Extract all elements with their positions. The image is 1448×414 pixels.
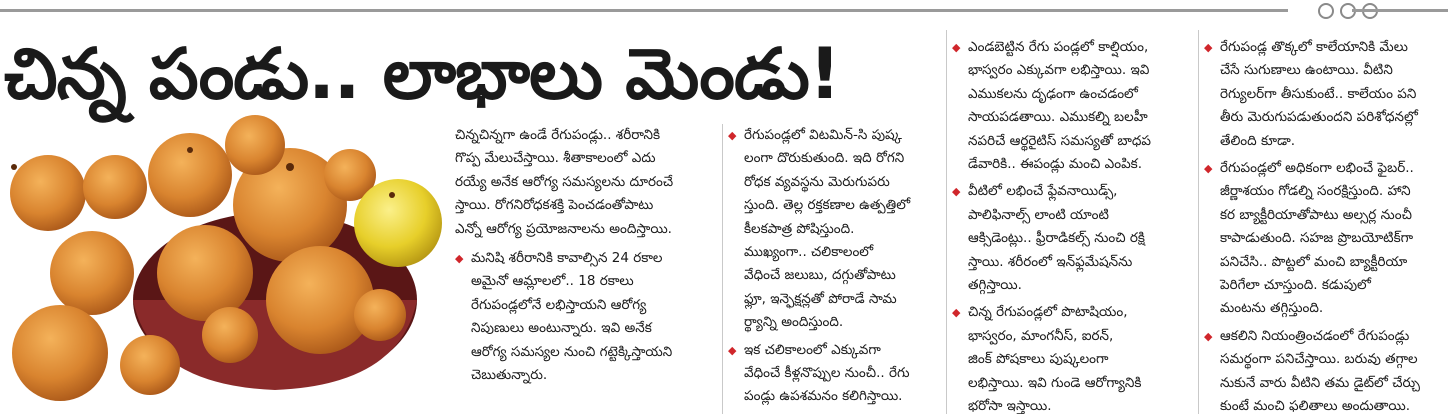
- top-rule-tail: [1352, 9, 1448, 12]
- diamond-bullet-icon: ◆: [952, 41, 961, 54]
- column-divider: [946, 30, 947, 414]
- fruit-bowl-photo: [0, 115, 450, 414]
- intro-paragraph: చిన్నచిన్నగా ఉండే రేగుపండ్లు.. శరీరానికి గొప్ప మేలుచేస్తాయి. శీతాకాలంలో ఎదు రయ్యే అనేక ఆరోగ్య సమస్యలను దూరంచే స్తాయి. రోగనిరోధకశక్తి పెంచడంతోపాటు ఎన్నో ఆరోగ్య ప్రయోజనాలను అందిస్తాయి.: [455, 127, 674, 237]
- diamond-bullet-icon: ◆: [952, 306, 961, 320]
- top-rule: [0, 9, 1288, 12]
- headline: చిన్న పండు.. లాభాలు మెండు!: [4, 33, 840, 115]
- column-divider: [722, 124, 723, 414]
- bullet-point: ◆ చిన్న రేగుపండ్లలో పొటాషియం, భాస్వరం, మాంగనీస్‌, ఐరన్‌, జింక్‌ పోషకాలు పుష్కలంగా లభిస్తాయి. ఇవి గుండె ఆరోగ్యానికి భరోసా ఇస్తాయి.: [952, 301, 1192, 414]
- article-column-4: [1204, 36, 1448, 414]
- bullet-point: ◆ వీటిలో లభించే ఫ్లేవనాయిడ్స్‌, పాలిఫినాల్స్‌ లాంటి యాంటి ఆక్సిడెంట్లు.. ఫ్రీరాడికల్స్‌ నుంచి రక్షి స్తాయి. శరీరంలో ఇన్‌ఫ్లమేషన్‌ను తగ్గిస్తాయి.: [952, 180, 1192, 297]
- bullet-point: ◆ ఆకలిని నియంత్రించడంలో రేగుపండ్లు సమర్థంగా పనిచేస్తాయి. బరువు తగ్గాల నుకునే వారు వీటిని తమ డైట్‌లో చేర్చు కుంటే మంచి ఫలితాలు అందుతాయి.: [1204, 325, 1448, 414]
- diamond-bullet-icon: ◆: [728, 129, 737, 142]
- bullet-point: ◆ రేగుపండ్ల తొక్కలో కాలేయానికి మేలు చేసే సుగుణాలు ఉంటాయి. వీటిని రెగ్యులర్‌గా తీసుకుంటే.. కాలేయం పని తీరు మెరుగుపడుతుందని పరిశోధనల్లో తేలింది కూడా.: [1204, 36, 1448, 153]
- diamond-bullet-icon: ◆: [1204, 162, 1213, 176]
- article-column-1: [455, 124, 715, 414]
- bullet-point: ◆ ఇక చలికాలంలో ఎక్కువగా వేధించే కీళ్లనొప్పుల నుంచీ.. రేగు పండ్లు ఉపశమనం కలిగిస్తాయి.: [728, 339, 940, 409]
- bullet-point: ◆ రేగుపండ్లలో అధికంగా లభించే ఫైబర్‌.. జీర్ణాశయం గోడల్ని సంరక్షిస్తుంది. హాని కర బ్యాక్టీరియాతోపాటు అల్సర్ల నుంచీ కాపాడుతుంది. సహజ ప్రొబయోటిక్‌గా పనిచేసి.. పొట్టలో మంచి బ్యాక్టీరియా పెరిగేలా చూస్తుంది. కడుపులో మంటను తగ్గిస్తుంది.: [1204, 157, 1448, 321]
- bullet-point: ◆ రేగుపండ్లలో విటమిన్‌-సి పుష్క లంగా దొరుకుతుంది. ఇది రోగని రోధక వ్యవస్థను మెరుగుపరు స్తుంది. తెల్ల రక్తకణాల ఉత్పత్తిలో కీలకపాత్ర పోషిస్తుంది. ముఖ్యంగా.. చలికాలంలో వేధించే జలుబు, దగ్గుతోపాటు ఫ్లూ, ఇన్ఫెక్షన్లతో పోరాడే సామ ర్థ్యాన్ని అందిస్తుంది.: [728, 124, 940, 335]
- diamond-bullet-icon: ◆: [1204, 41, 1213, 54]
- article-column-2: [728, 124, 940, 414]
- diamond-bullet-icon: ◆: [728, 343, 737, 357]
- bullet-point: ◆ మనిషి శరీరానికి కావాల్సిన 24 రకాల అమైనో ఆమ్లాలలో.. 18 రకాలు రేగుపండ్లలోనే లభిస్తాయని ఆరోగ్య నిపుణులు అంటున్నారు. ఇవి అనేక ఆరోగ్య సమస్యల నుంచి గట్టెక్కిస్తాయని చెబుతున్నారు.: [455, 247, 715, 387]
- diamond-bullet-icon: ◆: [455, 252, 464, 266]
- ornament-circle: [1318, 3, 1334, 19]
- diamond-bullet-icon: ◆: [952, 185, 961, 199]
- column-divider: [1198, 30, 1199, 414]
- article-column-3: [952, 36, 1192, 414]
- bullet-point: ◆ ఎండబెట్టిన రేగు పండ్లలో కాల్షియం, భాస్వరం ఎక్కువగా లభిస్తాయి. ఇవి ఎముకలను దృఢంగా ఉంచడంలో సాయపడతాయి. ఎముకల్ని బలహీ నపరిచే ఆర్థరైటిస్‌ సమస్యతో బాధప డేవారికి.. ఈపండ్లు మంచి ఎంపిక.: [952, 36, 1192, 176]
- diamond-bullet-icon: ◆: [1204, 329, 1213, 343]
